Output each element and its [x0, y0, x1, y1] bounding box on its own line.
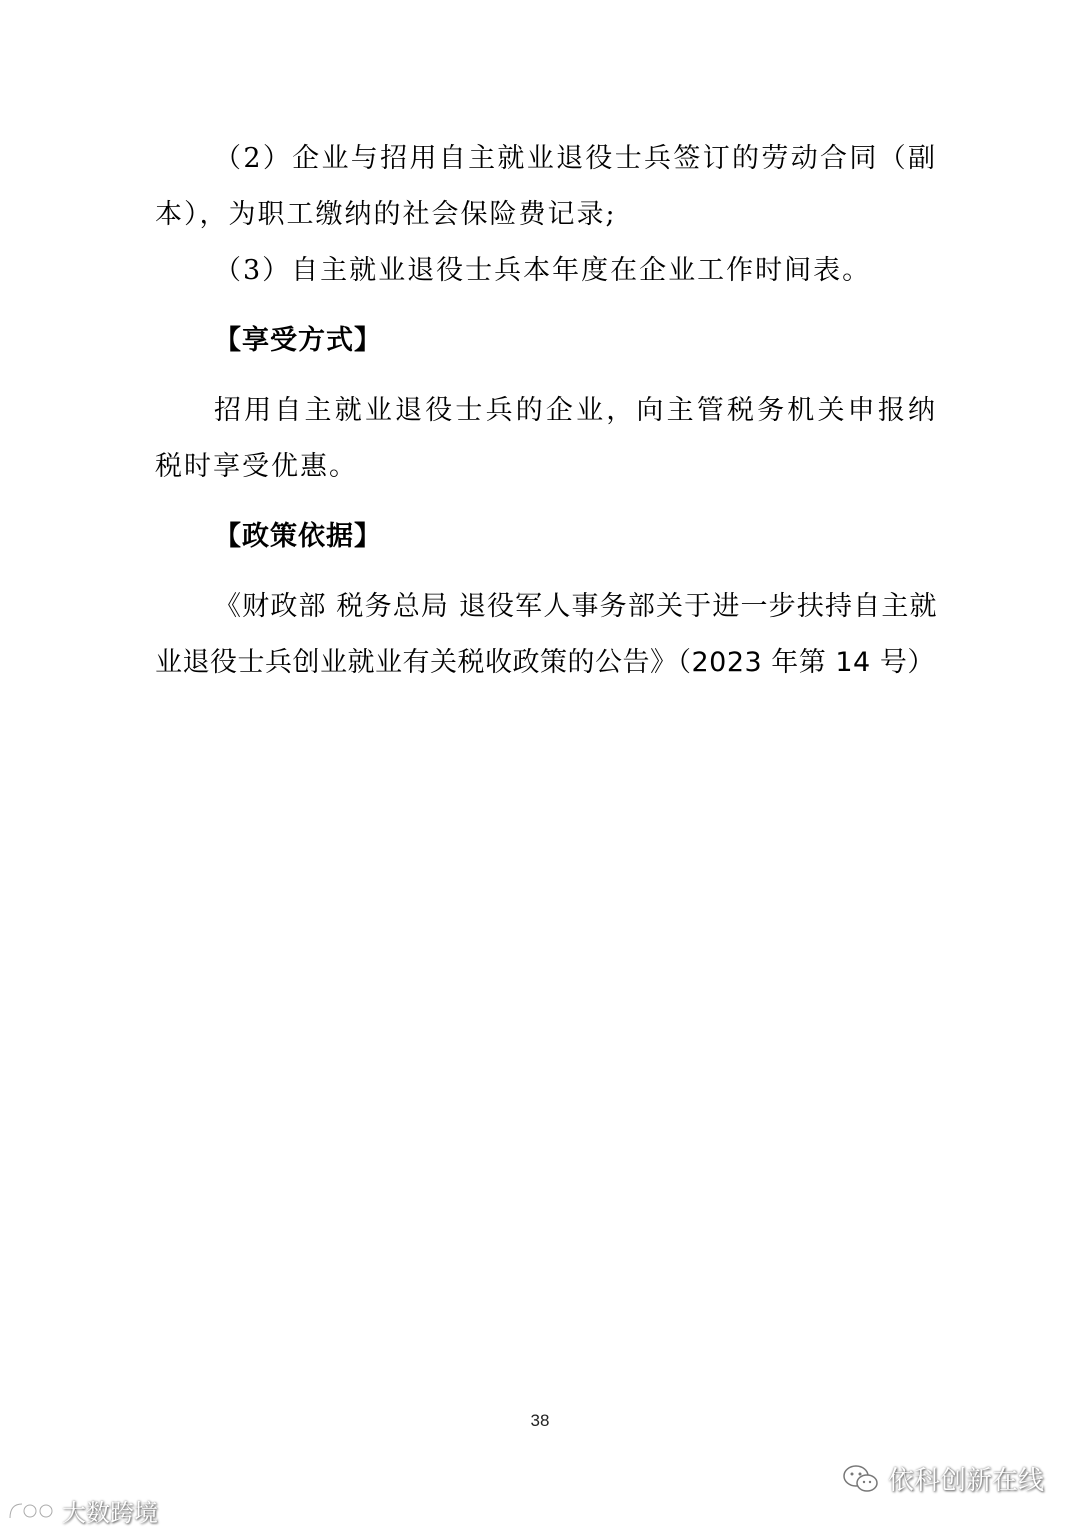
heading-method: 【享受方式】: [214, 325, 382, 356]
method-paragraph: 招用自主就业退役士兵的企业，向主管税务机关申报纳税时享受优惠。: [155, 395, 937, 482]
basis-paragraph: 《财政部 税务总局 退役军人事务部关于进一步扶持自主就业退役士兵创业就业有关税收政策的公告》（2023 年第 14 号）: [155, 591, 937, 678]
heading-basis: 【政策依据】: [214, 521, 382, 552]
list-item-3: （3）自主就业退役士兵本年度在企业工作时间表。: [214, 255, 872, 286]
watermark-left: [6, 1493, 158, 1528]
brand-logo-icon: [6, 1498, 58, 1524]
wechat-icon: [842, 1463, 880, 1495]
watermark-left-text: 大数跨境: [62, 1499, 158, 1527]
list-item-2: （2）企业与招用自主就业退役士兵签订的劳动合同（副本），为职工缴纳的社会保险费记录;: [155, 143, 937, 230]
page-number: 38: [530, 1411, 550, 1430]
watermark-right-text: 依科创新在线: [887, 1466, 1044, 1496]
watermark-right: [842, 1460, 1044, 1497]
document-body: [155, 131, 937, 691]
